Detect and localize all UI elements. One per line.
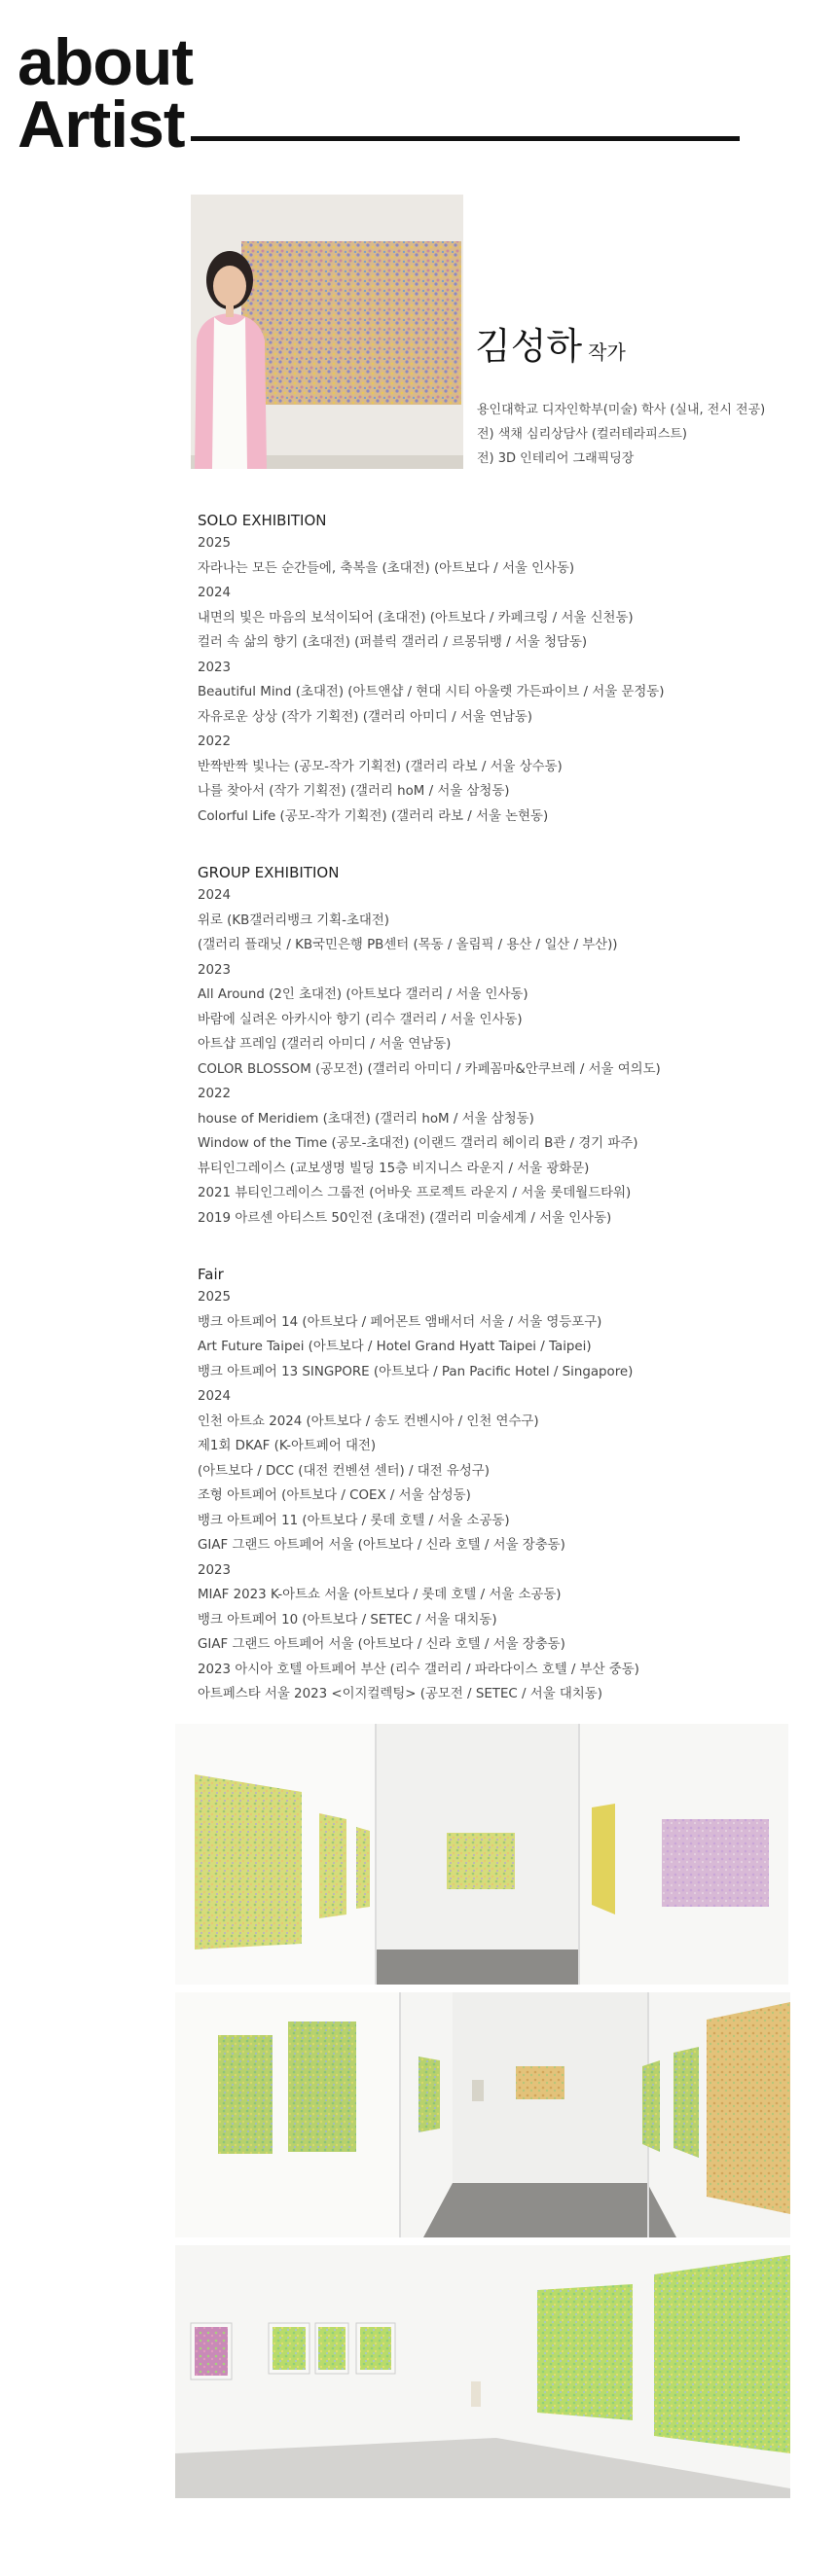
cv-line: 위로 (KB갤러리뱅크 기획-초대전) <box>198 912 389 928</box>
gallery-photo-2 <box>175 1992 790 2237</box>
section-title-group: GROUP EXHIBITION <box>198 864 340 881</box>
cv-text <box>198 510 820 1707</box>
cv-line: 아트페스타 서울 2023 <이지컬렉팅> (공모전 / SETEC / 서울 대치동) <box>198 1687 602 1701</box>
cv-line: MIAF 2023 K-아트쇼 서울 (아트보다 / 롯데 호텔 / 서울 소공동) <box>198 1588 562 1602</box>
cv-line: 뱅크 아트페어 10 (아트보다 / SETEC / 서울 대치동) <box>198 1612 497 1628</box>
cv-line: Beautiful Mind (초대전) (아트앤샵 / 현대 시티 아울렛 가든파이브 / 서울 문정동) <box>198 685 665 699</box>
cv-line: GIAF 그랜드 아트페어 서울 (아트보다 / 신라 호텔 / 서울 장충동) <box>198 1637 565 1652</box>
cv-line: 2023 아시아 호텔 아트페어 부산 (리수 갤러리 / 파라다이스 호텔 / 부산 중동) <box>198 1662 639 1677</box>
cv-line: COLOR BLOSSOM (공모전) (갤러리 아미디 / 카페꼼마&안쿠브레 / 서울 여의도) <box>198 1061 661 1077</box>
cv-line: 제1회 DKAF (K-아트페어 대전) <box>198 1439 377 1453</box>
cv-line: 아트샵 프레임 (갤러리 아미디 / 서울 연남동) <box>198 1037 452 1052</box>
gallery-photo-3 <box>175 2245 790 2498</box>
cv-line: 2025 <box>198 1290 232 1305</box>
cv-line: 2019 아르센 아티스트 50인전 (초대전) (갤러리 미술세계 / 서울 인사동) <box>198 1210 612 1226</box>
header-about: about <box>18 25 194 99</box>
cv-line: 인천 아트쇼 2024 (아트보다 / 송도 컨벤시아 / 인천 연수구) <box>198 1413 539 1429</box>
cv-line: Window of the Time (공모-초대전) (이랜드 갤러리 헤이리 B관 / 경기 파주) <box>198 1136 638 1151</box>
credential-2: 전) 색채 심리상담사 (컬러테라피스트) <box>477 427 687 442</box>
section-title-fair: Fair <box>198 1266 224 1283</box>
cv-line: 2022 <box>198 734 232 749</box>
artist-title: 작가 <box>588 340 626 364</box>
cv-line: 바람에 실려온 아카시아 향기 (리수 갤러리 / 서울 인사동) <box>198 1012 523 1027</box>
cv-line: 2023 <box>198 660 232 675</box>
header-artist: Artist <box>18 88 185 161</box>
cv-line: 2024 <box>198 888 232 903</box>
cv-line: 2025 <box>198 536 232 551</box>
cv-line: 뱅크 아트페어 13 SINGPORE (아트보다 / Pan Pacific Hotel / Singapore) <box>198 1364 634 1379</box>
cv-line: 2024 <box>198 586 232 600</box>
cv-line: 2023 <box>198 1562 232 1578</box>
section-title-solo: SOLO EXHIBITION <box>198 512 327 529</box>
cv-line: 내면의 빛은 마음의 보석이되어 (초대전) (아트보다 / 카페크링 / 서울 신천동) <box>198 610 634 626</box>
cv-line: 반짝반짝 빛나는 (공모-작가 기획전) (갤러리 라보 / 서울 상수동) <box>198 759 563 774</box>
cv-line: 뷰티인그레이스 (교보생명 빌딩 15층 비지니스 라운지 / 서울 광화문) <box>198 1161 590 1176</box>
cv-line: All Around (2인 초대전) (아트보다 갤러리 / 서울 인사동) <box>198 987 528 1002</box>
cv-line: Colorful Life (공모-작가 기획전) (갤러리 라보 / 서울 논현동) <box>198 808 549 824</box>
cv-line: 조형 아트페어 (아트보다 / COEX / 서울 삼성동) <box>198 1488 471 1503</box>
cv-line: house of Meridiem (초대전) (갤러리 hoM / 서울 삼청동) <box>198 1111 534 1127</box>
header-rule <box>191 136 740 141</box>
cv-line: 뱅크 아트페어 11 (아트보다 / 롯데 호텔 / 서울 소공동) <box>198 1513 510 1528</box>
cv-line: 2021 뷰티인그레이스 그룹전 (어바웃 프로젝트 라운지 / 서울 롯데월드타워) <box>198 1186 632 1200</box>
cv-line: GIAF 그랜드 아트페어 서울 (아트보다 / 신라 호텔 / 서울 장충동) <box>198 1538 565 1553</box>
artist-portrait-photo <box>191 195 463 469</box>
cv-line: 2023 <box>198 962 232 978</box>
cv-line: (갤러리 플래닛 / KB국민은행 PB센터 (목동 / 올림픽 / 용산 / 일산 / 부산)) <box>198 938 618 952</box>
cv-line: 2022 <box>198 1087 232 1101</box>
cv-line: Art Future Taipei (아트보다 / Hotel Grand Hyatt Taipei / Taipei) <box>198 1340 592 1354</box>
cv-line: 자유로운 상상 (작가 기획전) (갤러리 아미디 / 서울 연남동) <box>198 709 533 725</box>
gallery-photo-1 <box>175 1724 788 1985</box>
cv-line: 자라나는 모든 순간들에, 축복을 (초대전) (아트보다 / 서울 인사동) <box>198 560 575 576</box>
artist-name: 김성하 <box>475 325 583 368</box>
artist-name-block <box>475 325 626 374</box>
cv-line: 뱅크 아트페어 14 (아트보다 / 페어몬트 앰배서더 서울 / 서울 영등포구) <box>198 1314 602 1330</box>
cv-line: (아트보다 / DCC (대전 컨벤션 센터) / 대전 유성구) <box>198 1463 490 1479</box>
credential-3: 전) 3D 인테리어 그래픽딩장 <box>477 451 635 466</box>
cv-line: 2024 <box>198 1389 232 1404</box>
cv-line: 나를 찾아서 (작가 기획전) (갤러리 hoM / 서울 삼청동) <box>198 784 510 799</box>
cv-line: 컬러 속 삶의 향기 (초대전) (퍼블릭 갤러리 / 르몽뒤뱅 / 서울 청담동) <box>198 635 588 650</box>
credential-1: 용인대학교 디자인학부(미술) 학사 (실내, 전시 전공) <box>477 403 766 417</box>
